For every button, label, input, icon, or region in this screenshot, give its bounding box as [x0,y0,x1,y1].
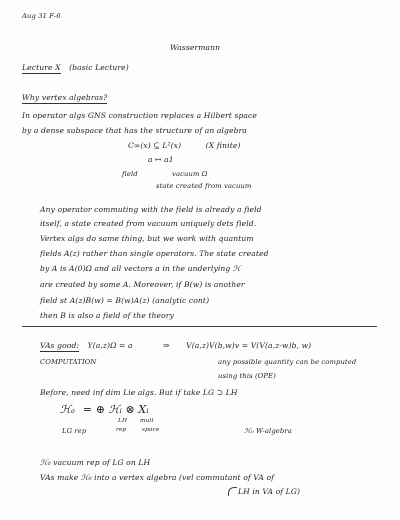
vas-formula-2: V(a,z)V(b,w)v = V(V(a,z-w)b, w) [186,341,312,350]
lecture-number: Lecture X [22,63,61,72]
map-vacuum-label: vacuum Ω [172,170,208,178]
vas-line [40,341,311,350]
decomp-lh: LH [118,418,128,424]
para2-line-4: fields A(z) rather than single operators. The state created [40,249,269,258]
formula-1-note: (X finite) [205,141,241,150]
vas-label: VAs good: [40,341,80,350]
computation-note-2: using this (OPE) [218,372,276,380]
section-heading-text: Why vertex algebras? [22,93,108,102]
lecture-note: (basic Lecture) [69,63,129,72]
decomp-space: space [142,427,160,433]
lg-rep-label: LG rep [62,427,87,435]
vas-arrow: ⇒ [163,341,170,350]
para2-line-7: field st A(z)B(w) = B(w)A(z) (analytic cont) [40,296,210,305]
decomp-sub: σ [70,408,76,415]
computation-label: COMPUTATION [40,358,97,366]
author-name: Wassermann [170,43,221,52]
para2-line-5: by A is A(0)Ω and all vectors a in the underlying ℋ [40,264,241,273]
decomp-rhs: = ⊕ ℋᵢ ⊗ Xᵢ [82,403,149,416]
section-heading [22,93,107,102]
para2-line-6: are created by some A. Moreover, if B(w) is another [40,280,245,289]
before-line: Before, need inf dim Lie algs. But if take LG ⊃ LH [40,388,238,397]
final-line-2: VAs make ℋ₀ into a vertex algebra (vel commutant of VA of [40,473,275,482]
para1-line-2: by a dense subspace that has the structure of an algebra [22,126,247,135]
para2-line-2: itself, a state created from vacuum uniquely dets field. [40,219,257,228]
para2-line-8: then B is also a field of the theory [40,311,174,320]
w-algebra-label: ℋ₀ W-algebra [244,427,292,435]
computation-note-1: any possible quantity can be computed [218,358,357,366]
decomp-lhs: ℋ [60,403,71,416]
final-line-1: ℋ₀ vacuum rep of LG on LH [40,458,151,467]
para2-line-3: Vertex algs do same thing, but we work with quantum [40,234,254,243]
map-state-label: state created from vacuum [156,182,252,190]
decomp-rep: rep [116,427,127,433]
map-field-label: field [122,170,138,178]
date-note: Aug 31 F-6 [22,12,61,20]
lecture-title [22,63,129,72]
para2-line-1: Any operator commuting with the field is already a field [40,205,262,214]
decomp-formula [60,404,149,418]
map-arrow-line: a ↦ a1 [148,155,174,164]
formula-1 [128,141,241,150]
decomp-mult: mult [140,418,154,424]
bracket-mark [228,487,237,496]
vas-formula: Y(a,z)Ω = a [87,341,133,350]
para1-line-1: In operator algs GNS construction replaces a Hilbert space [22,111,258,120]
final-line-3: LH in VA of LG) [238,487,301,496]
formula-1-lhs: C∞(x) ⊆ L²(x) [128,141,182,150]
divider-rule [22,326,377,327]
